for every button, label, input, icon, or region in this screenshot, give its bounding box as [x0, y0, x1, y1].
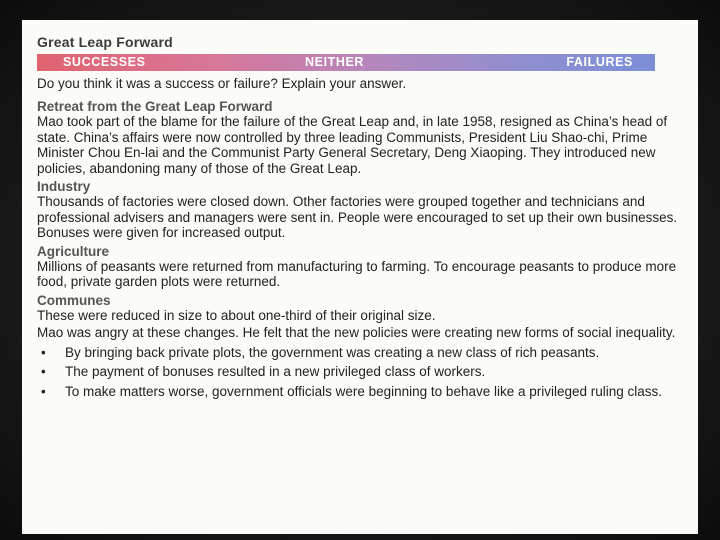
- section-heading-agriculture: Agriculture: [37, 243, 110, 259]
- section-text-communes: These were reduced in size to about one-third of their original size.: [37, 307, 436, 323]
- list-item-text: The payment of bonuses resulted in a new privileged class of workers.: [65, 364, 486, 379]
- bullet-icon: •: [41, 344, 46, 360]
- bullet-icon: •: [41, 364, 46, 379]
- section-heading-industry: Industry: [37, 179, 91, 194]
- bullet-icon: •: [41, 383, 46, 399]
- section-text-industry: Thousands of factories were closed down. Other factories were grouped together and technicians and professional advisers and managers were sent in. People were encouraged to set up their own businesses. Bonuses were given for increased output.: [37, 194, 678, 240]
- document-content: [37, 34, 685, 403]
- question-text: Do you think it was a success or failure? Explain your answer.: [37, 76, 407, 91]
- section-heading-retreat: Retreat from the Great Leap Forward: [37, 99, 273, 114]
- consequence-list: [37, 345, 685, 400]
- list-item: [37, 364, 685, 380]
- page-title: Great Leap Forward: [37, 34, 173, 50]
- scale-label-neither: NEITHER: [305, 55, 365, 69]
- list-item: [37, 345, 685, 361]
- scale-label-failures: FAILURES: [566, 55, 633, 69]
- section-heading-communes: Communes: [37, 292, 111, 308]
- success-failure-scale: [37, 54, 655, 71]
- scale-label-successes: SUCCESSES: [63, 55, 146, 69]
- section-text-agriculture: Millions of peasants were returned from manufacturing to farming. To encourage peasants to produce more food, private garden plots were returned.: [37, 258, 677, 289]
- section-text-retreat: Mao took part of the blame for the failure of the Great Leap and, in late 1958, resigned as China’s head of state. China’s affairs were now controlled by three leading Communists, President Liu Shao-chi, Prime Minister Chou En-lai and the Communist Party General Secretary, Deng Xiaoping. They introduced new policies, abandoning many of those of the Great Leap.: [37, 114, 668, 176]
- list-item-text: By bringing back private plots, the government was creating a new class of rich peasants.: [65, 344, 600, 360]
- document-page: [22, 20, 698, 534]
- mao-paragraph: Mao was angry at these changes. He felt that the new policies were creating new forms of social inequality.: [37, 325, 676, 340]
- list-item: [37, 384, 685, 400]
- list-item-text: To make matters worse, government officials were beginning to behave like a privileged ruling class.: [65, 383, 663, 399]
